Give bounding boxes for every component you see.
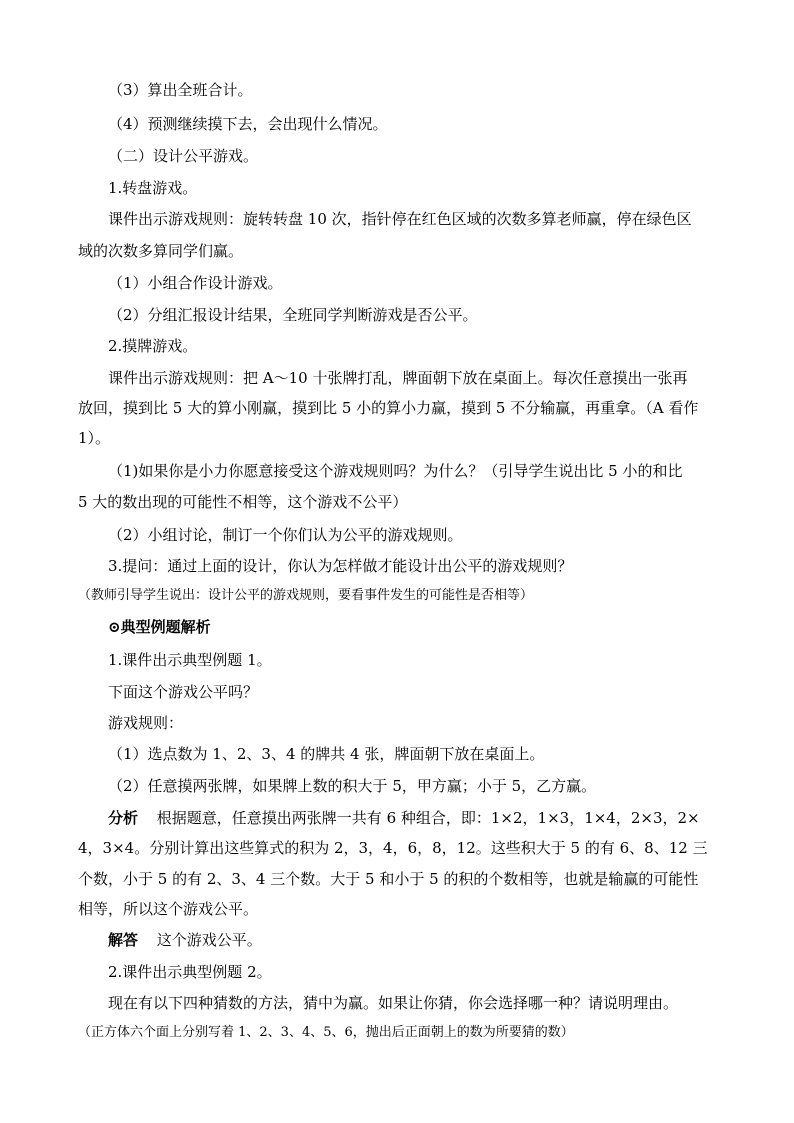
text-line-20: 下面这个游戏公平吗？ <box>108 683 259 701</box>
text-line-3: （二）设计公平游戏。 <box>108 147 259 165</box>
text-line-23: （2）任意摸两张牌，如果牌上数的积大于 5，甲方赢；小于 5，乙方赢。 <box>108 777 597 795</box>
text-line-16: 3.提问：通过上面的设计，你认为怎样做才能设计出公平的游戏规则？ <box>108 557 573 575</box>
text-line-15: （2）小组讨论，制订一个你们认为公平的游戏规则。 <box>108 526 463 544</box>
text-line-13: （1)如果你是小力你愿意接受这个游戏规则吗？为什么？（引导学生说出比 5 小的和比 <box>108 462 683 480</box>
text-line-17-note: （教师引导学生说出：设计公平的游戏规则，要看事件发生的可能性是否相等） <box>78 588 534 603</box>
analysis-line <box>108 808 700 828</box>
section-heading-examples: ⊙典型例题解析 <box>108 618 211 636</box>
text-line-4: 1.转盘游戏。 <box>108 179 198 197</box>
text-line-22: （1）选点数为 1、2、3、4 的牌共 4 张，牌面朝下放在桌面上。 <box>108 745 545 763</box>
text-line-11: 放回，摸到比 5 大的算小刚赢，摸到比 5 小的算小力赢，摸到 5 不分输赢，再重拿。（A 看作 <box>78 399 699 417</box>
answer-term: 解答 <box>108 931 139 949</box>
analysis-text: 根据题意，任意摸出两张牌一共有 6 种组合，即：1×2，1×3，1×4，2×3，2× <box>156 809 700 827</box>
text-line-12: 1）。 <box>78 429 111 447</box>
text-line-25: 4，3×4。分别计算出这些算式的积为 2，3，4，6，8，12。这些积大于 5 的有 6、8、12 三 <box>78 839 708 857</box>
text-line-6: 域的次数多算同学们赢。 <box>78 242 244 260</box>
answer-text: 这个游戏公平。 <box>156 931 262 949</box>
analysis-term: 分析 <box>108 809 139 827</box>
answer-line <box>108 930 262 950</box>
text-line-10: 课件出示游戏规则：把 A～10 十张牌打乱，牌面朝下放在桌面上。每次任意摸出一张再 <box>108 369 688 387</box>
text-line-27: 相等，所以这个游戏公平。 <box>78 900 259 918</box>
text-line-8: （2）分组汇报设计结果，全班同学判断游戏是否公平。 <box>108 306 478 324</box>
text-line-21: 游戏规则： <box>108 714 184 732</box>
text-line-5: 课件出示游戏规则：旋转转盘 10 次，指针停在红色区域的次数多算老师赢，停在绿色区 <box>108 210 692 228</box>
text-line-2: （4）预测继续摸下去，会出现什么情况。 <box>108 115 388 133</box>
text-line-1: （3）算出全班合计。 <box>108 81 253 99</box>
text-line-29: 2.课件出示典型例题 2。 <box>108 963 272 981</box>
text-line-14: 5 大的数出现的可能性不相等，这个游戏不公平） <box>78 493 408 511</box>
text-line-7: （1）小组合作设计游戏。 <box>108 274 283 292</box>
text-line-19: 1.课件出示典型例题 1。 <box>108 651 272 669</box>
text-line-26: 个数，小于 5 的有 2、3、4 三个数。大于 5 和小于 5 的积的个数相等，也就是输赢的可能性 <box>78 870 699 888</box>
text-line-31-note: （正方体六个面上分别写着 1、2、3、4、5、6，抛出后正面朝上的数为所要猜的数） <box>78 1025 574 1040</box>
text-line-9: 2.摸牌游戏。 <box>108 337 198 355</box>
text-line-30: 现在有以下四种猜数的方法，猜中为赢。如果让你猜，你会选择哪一种？请说明理由。 <box>108 994 679 1012</box>
